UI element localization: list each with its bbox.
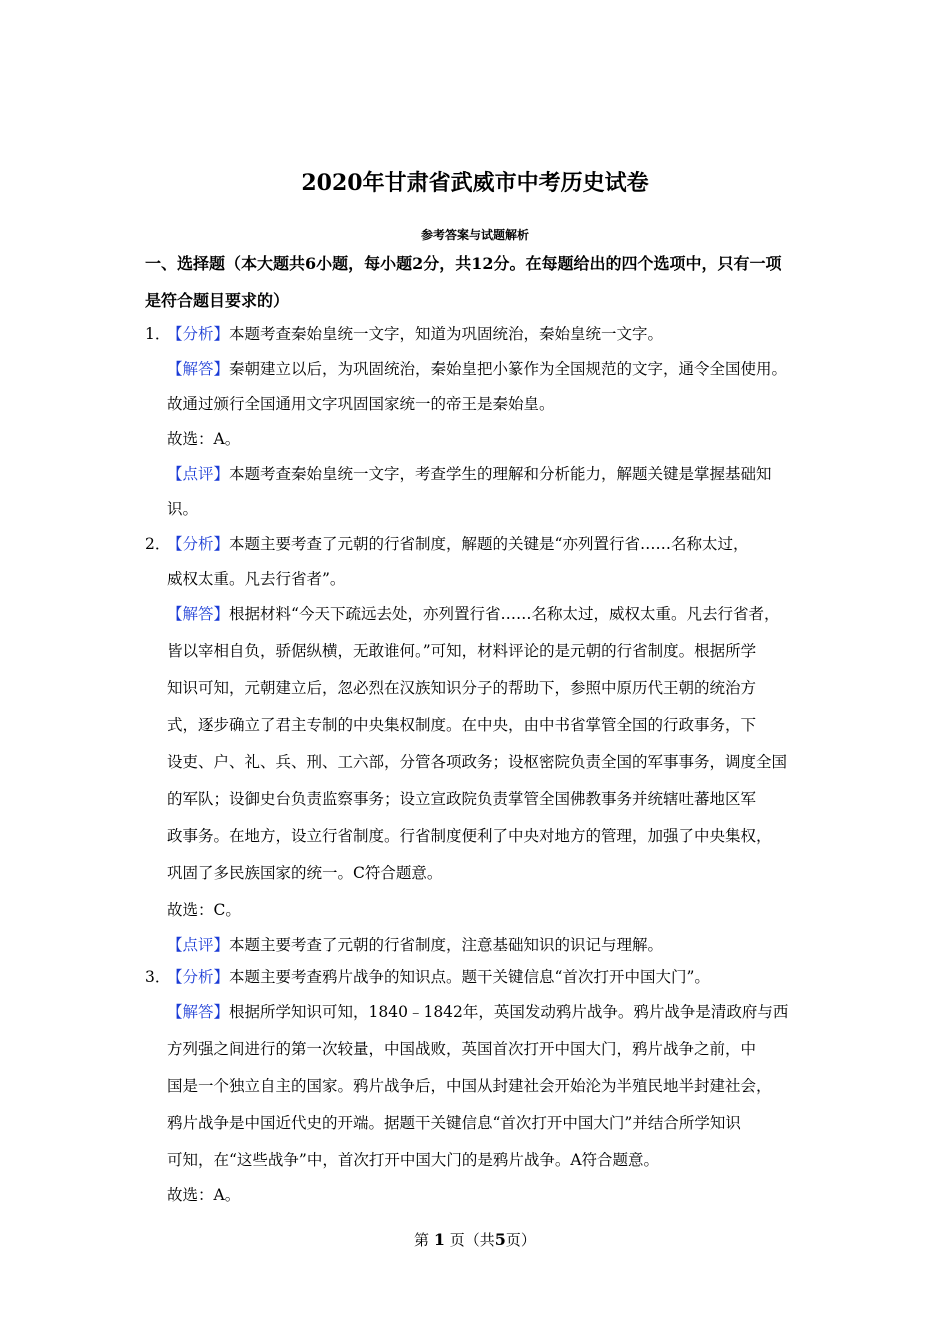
q2-answer-8: 巩固了多民族国家的统一。C符合题意。 — [167, 864, 443, 882]
q3-analysis: 本题主要考查鸦片战争的知识点。题干关键信息“首次打开中国大门”。 — [229, 968, 710, 986]
comment-label: 【点评】 — [167, 936, 230, 954]
q3-answer-2: 方列强之间进行的第一次较量，中国战败，英国首次打开中国大门，鸦片战争之前，中 — [167, 1040, 757, 1058]
document-title: 2020年甘肃省武威市中考历史试卷 — [301, 170, 649, 196]
q1-answer-1: 秦朝建立以后，为巩固统治，秦始皇把小篆作为全国规范的文字，通令全国使用。 — [229, 360, 788, 378]
q2-comment-line — [167, 934, 663, 956]
q1-choice: 故选：A。 — [167, 430, 241, 448]
q2-answer-4: 式，逐步确立了君主专制的中央集权制度。在中央，由中书省掌管全国的行政事务，下 — [167, 716, 757, 734]
q3-answer-line — [167, 1001, 788, 1023]
q3-number: 3． — [145, 968, 171, 986]
q1-answer-line — [167, 358, 787, 380]
footer-middle: 页（共 — [449, 1231, 495, 1249]
q2-comment: 本题主要考查了元朝的行省制度，注意基础知识的识记与理解。 — [229, 936, 664, 954]
q1-number: 1． — [145, 325, 171, 343]
q1-comment-line — [167, 463, 772, 485]
q2-analysis-1: 本题主要考查了元朝的行省制度，解题的关键是“亦列置行省……名称太过， — [229, 535, 749, 553]
current-page-number: 1 — [433, 1230, 445, 1249]
total-pages-number: 5 — [494, 1230, 506, 1249]
footer-prefix: 第 — [414, 1231, 430, 1249]
q3-answer-3: 国是一个独立自主的国家。鸦片战争后，中国从封建社会开始沦为半殖民地半封建社会， — [167, 1077, 772, 1095]
q2-answer-6: 的军队；设御史台负责监察事务；设立宣政院负责掌管全国佛教事务并统辖吐蕃地区军 — [167, 790, 757, 808]
section-heading: 一、选择题（本大题共6小题，每小题2分，共12分。在每题给出的四个选项中，只有一项 — [145, 254, 782, 273]
q2-answer-7: 政事务。在地方，设立行省制度。行省制度便利了中央对地方的管理，加强了中央集权， — [167, 827, 772, 845]
q2-choice: 故选：C。 — [167, 901, 241, 919]
q2-answer-2: 皆以宰相自负，骄倨纵横，无敢谁何。”可知，材料评论的是元朝的行省制度。根据所学 — [167, 642, 757, 660]
answer-label: 【解答】 — [167, 360, 230, 378]
q1-analysis: 本题考查秦始皇统一文字，知道为巩固统治，秦始皇统一文字。 — [229, 325, 664, 343]
page-footer — [0, 1229, 950, 1251]
q2-analysis-2: 威权太重。凡去行省者”。 — [167, 570, 346, 588]
document-subtitle: 参考答案与试题解析 — [420, 228, 529, 242]
q2-number: 2． — [145, 535, 171, 553]
q1-comment-1: 本题考查秦始皇统一文字，考查学生的理解和分析能力，解题关键是掌握基础知 — [229, 465, 772, 483]
q3-answer-5: 可知，在“这些战争”中，首次打开中国大门的是鸦片战争。A符合题意。 — [167, 1151, 660, 1169]
q2-analysis-line — [145, 533, 748, 555]
answer-label: 【解答】 — [167, 1003, 230, 1021]
analysis-label: 【分析】 — [167, 535, 230, 553]
answer-label: 【解答】 — [167, 605, 230, 623]
q2-answer-5: 设吏、户、礼、兵、刑、工六部，分管各项政务；设枢密院负责全国的军事事务，调度全国 — [167, 753, 788, 771]
q2-answer-3: 知识可知，元朝建立后，忽必烈在汉族知识分子的帮助下，参照中原历代王朝的统治方 — [167, 679, 757, 697]
q3-choice: 故选：A。 — [167, 1186, 241, 1204]
q1-analysis-line — [145, 323, 663, 345]
comment-label: 【点评】 — [167, 465, 230, 483]
analysis-label: 【分析】 — [167, 968, 230, 986]
section-heading-cont: 是符合题目要求的） — [145, 291, 290, 310]
q3-answer-1: 根据所学知识可知，1840﹣1842年，英国发动鸦片战争。鸦片战争是清政府与西 — [229, 1003, 789, 1021]
q2-answer-1: 根据材料“今天下疏远去处，亦列置行省……名称太过，威权太重。凡去行省者， — [229, 605, 780, 623]
footer-suffix: 页） — [505, 1231, 536, 1249]
q3-answer-4: 鸦片战争是中国近代史的开端。据题干关键信息“首次打开中国大门”并结合所学知识 — [167, 1114, 741, 1132]
q1-comment-2: 识。 — [167, 500, 199, 518]
analysis-label: 【分析】 — [167, 325, 230, 343]
q2-answer-line — [167, 603, 779, 625]
q3-analysis-line — [145, 966, 710, 988]
q1-answer-2: 故通过颁行全国通用文字巩固国家统一的帝王是秦始皇。 — [167, 395, 555, 413]
